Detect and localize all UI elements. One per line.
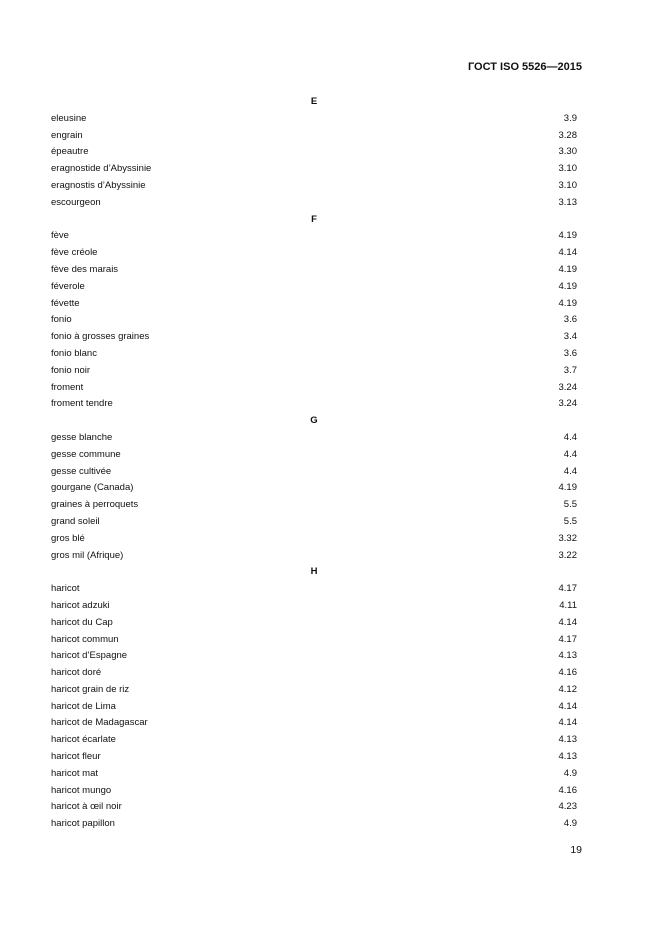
index-entry [51, 279, 577, 296]
entry-reference: 4.9 [563, 767, 577, 779]
index-entry [51, 816, 577, 833]
entry-term: gros mil (Afrique) [51, 549, 124, 561]
entry-reference: 4.4 [563, 431, 577, 443]
entry-term: haricot mungo [51, 784, 112, 796]
entry-term: eleusine [51, 112, 87, 124]
entry-term: haricot doré [51, 667, 102, 679]
entry-term: froment [51, 381, 84, 393]
document-id: ГОСТ ISO 5526—2015 [467, 61, 582, 73]
entry-term: fonio à grosses graines [51, 331, 150, 343]
entry-reference: 5.5 [563, 515, 577, 527]
index-entry [51, 195, 577, 212]
entry-reference: 4.4 [563, 465, 577, 477]
entry-reference: 4.14 [558, 616, 577, 628]
index-entry [51, 447, 577, 464]
index-entry [51, 766, 577, 783]
alphabetical-index [51, 94, 577, 833]
index-entry [51, 514, 577, 531]
index-entry [51, 682, 577, 699]
entry-term: haricot mat [51, 767, 98, 779]
index-entry [51, 161, 577, 178]
entry-term: haricot papillon [51, 818, 115, 830]
index-entry [51, 548, 577, 565]
entry-term: haricot fleur [51, 751, 101, 763]
index-entry [51, 228, 577, 245]
entry-term: gourgane (Canada) [51, 482, 134, 494]
index-entry [51, 715, 577, 732]
section-letter: G [310, 415, 318, 427]
entry-reference: 4.13 [558, 734, 577, 746]
index-entry [51, 799, 577, 816]
entry-term: fonio noir [51, 364, 91, 376]
entry-term: fonio [51, 314, 72, 326]
section-letter: E [310, 96, 318, 107]
entry-term: fonio blanc [51, 347, 97, 359]
entry-term: graines à perroquets [51, 499, 139, 511]
entry-term: épeautre [51, 146, 89, 158]
entry-reference: 5.5 [563, 499, 577, 511]
entry-reference: 4.13 [558, 751, 577, 763]
entry-reference: 3.6 [563, 314, 577, 326]
entry-reference: 3.10 [558, 179, 577, 191]
entry-reference: 3.9 [563, 112, 577, 124]
index-entry [51, 699, 577, 716]
entry-term: escourgeon [51, 196, 101, 208]
entry-term: haricot grain de riz [51, 683, 130, 695]
entry-reference: 3.7 [563, 364, 577, 376]
index-entry [51, 396, 577, 413]
index-entry [51, 632, 577, 649]
entry-term: gros blé [51, 532, 85, 544]
index-entry [51, 665, 577, 682]
entry-reference: 4.16 [558, 784, 577, 796]
section-letter: H [310, 566, 318, 578]
index-entry [51, 430, 577, 447]
entry-term: gesse commune [51, 448, 121, 460]
index-entry [51, 111, 577, 128]
entry-reference: 4.23 [558, 801, 577, 813]
section-letter: F [311, 213, 317, 225]
entry-reference: 4.12 [558, 683, 577, 695]
entry-reference: 3.13 [558, 196, 577, 208]
index-entry [51, 497, 577, 514]
entry-reference: 4.19 [558, 230, 577, 242]
entry-reference: 4.9 [563, 818, 577, 830]
entry-term: froment tendre [51, 398, 113, 410]
index-entry [51, 581, 577, 598]
entry-reference: 4.4 [563, 448, 577, 460]
entry-term: haricot écarlate [51, 734, 116, 746]
entry-term: féverole [51, 280, 85, 292]
entry-reference: 3.32 [558, 532, 577, 544]
index-entry [51, 178, 577, 195]
entry-term: gesse cultivée [51, 465, 112, 477]
entry-term: févette [51, 297, 80, 309]
entry-term: haricot [51, 583, 80, 595]
index-entry [51, 363, 577, 380]
index-entry [51, 749, 577, 766]
index-entry [51, 464, 577, 481]
entry-reference: 3.6 [563, 347, 577, 359]
entry-term: haricot de Madagascar [51, 717, 148, 729]
entry-reference: 4.13 [558, 650, 577, 662]
entry-reference: 3.30 [558, 146, 577, 158]
index-entry [51, 531, 577, 548]
entry-term: haricot à œil noir [51, 801, 122, 813]
entry-reference: 4.11 [559, 599, 577, 611]
index-entry [51, 615, 577, 632]
index-entry [51, 783, 577, 800]
index-entry [51, 598, 577, 615]
index-entry [51, 732, 577, 749]
entry-term: haricot d’Espagne [51, 650, 128, 662]
entry-reference: 3.4 [563, 331, 577, 343]
entry-reference: 4.14 [558, 700, 577, 712]
entry-term: fève créole [51, 247, 98, 259]
entry-reference: 4.16 [558, 667, 577, 679]
index-entry [51, 312, 577, 329]
entry-term: engrain [51, 129, 83, 141]
entry-reference: 3.24 [558, 398, 577, 410]
index-entry [51, 329, 577, 346]
page-number: 19 [570, 844, 582, 856]
entry-reference: 3.24 [558, 381, 577, 393]
index-entry [51, 128, 577, 145]
index-entry [51, 296, 577, 313]
index-entry [51, 648, 577, 665]
entry-term: fève [51, 230, 69, 242]
index-entry [51, 262, 577, 279]
entry-term: gesse blanche [51, 431, 113, 443]
entry-term: eragnostis d’Abyssinie [51, 179, 146, 191]
entry-term: haricot du Cap [51, 616, 113, 628]
entry-reference: 3.10 [558, 163, 577, 175]
index-entry [51, 480, 577, 497]
entry-term: eragnostide d’Abyssinie [51, 163, 152, 175]
entry-reference: 4.19 [558, 482, 577, 494]
entry-term: haricot commun [51, 633, 119, 645]
entry-reference: 4.17 [558, 583, 577, 595]
entry-term: fève des marais [51, 263, 119, 275]
entry-reference: 4.17 [558, 633, 577, 645]
entry-reference: 3.28 [558, 129, 577, 141]
entry-reference: 4.19 [558, 297, 577, 309]
entry-term: haricot adzuki [51, 599, 110, 611]
entry-reference: 4.19 [558, 280, 577, 292]
entry-reference: 4.19 [558, 263, 577, 275]
entry-reference: 4.14 [558, 247, 577, 259]
entry-term: haricot de Lima [51, 700, 116, 712]
index-entry [51, 346, 577, 363]
entry-term: grand soleil [51, 515, 100, 527]
entry-reference: 4.14 [558, 717, 577, 729]
index-entry [51, 380, 577, 397]
index-entry [51, 245, 577, 262]
entry-reference: 3.22 [558, 549, 577, 561]
index-entry [51, 144, 577, 161]
